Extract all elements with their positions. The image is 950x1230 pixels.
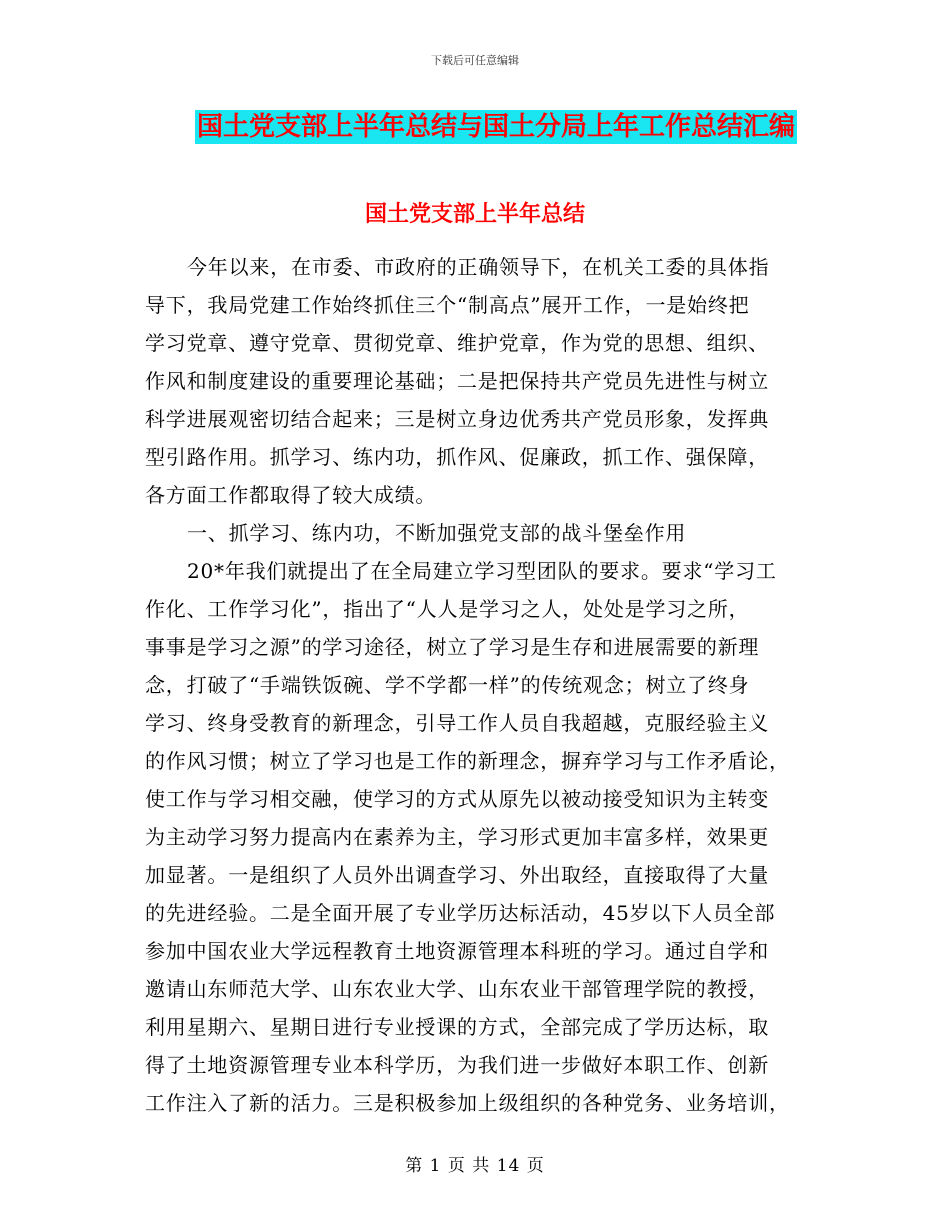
paragraph-line: 今年以来，在市委、市政府的正确领导下，在机关工委的具体指 [187, 255, 770, 279]
paragraph-line: 念，打破了“手端铁饭碗、学不学都一样”的传统观念；树立了终身 [145, 673, 750, 697]
paragraph-line: 得了土地资源管理专业本科学历，为我们进一步做好本职工作、创新 [145, 1053, 769, 1077]
document-title: 国土党支部上半年总结与国土分局上年工作总结汇编 [197, 112, 796, 142]
paragraph-line: 为主动学习努力提高内在素养为主，学习形式更加丰富多样，效果更 [145, 825, 769, 849]
paragraph-line: 工作注入了新的活力。三是积极参加上级组织的各种党务、业务培训， [145, 1091, 790, 1115]
section-heading-line: 一、抓学习、练内功，不断加强党支部的战斗堡垒作用 [187, 521, 687, 545]
paragraph-line: 参加中国农业大学远程教育土地资源管理本科班的学习。通过自学和 [145, 939, 769, 963]
body-text [145, 248, 815, 1122]
paragraph-line: 20*年我们就提出了在全局建立学习型团队的要求。要求“学习工 [187, 559, 777, 583]
paragraph-line: 学习党章、遵守党章、贯彻党章、维护党章，作为党的思想、组织、 [145, 331, 769, 355]
page-number: 第 1 页 共 14 页 [405, 1156, 545, 1176]
paragraph-line: 使工作与学习相交融，使学习的方式从原先以被动接受知识为主转变 [145, 787, 769, 811]
paragraph-line: 的作风习惯；树立了学习也是工作的新理念，摒弃学习与工作矛盾论， [145, 749, 790, 773]
section-title: 国土党支部上半年总结 [364, 202, 585, 227]
paragraph-line: 作化、工作学习化”，指出了“人人是学习之人，处处是学习之所， [145, 597, 750, 621]
paragraph-line: 学习、终身受教育的新理念，引导工作人员自我超越，克服经验主义 [145, 711, 769, 735]
paragraph-line: 科学进展观密切结合起来；三是树立身边优秀共产党员形象，发挥典 [145, 407, 769, 431]
paragraph-line: 事事是学习之源”的学习途径，树立了学习是生存和进展需要的新理 [145, 635, 760, 659]
paragraph-line: 导下，我局党建工作始终抓住三个“制高点”展开工作，一是始终把 [145, 293, 750, 317]
paragraph-line: 利用星期六、星期日进行专业授课的方式，全部完成了学历达标，取 [145, 1015, 769, 1039]
paragraph-line: 邀请山东师范大学、山东农业大学、山东农业干部管理学院的教授， [145, 977, 769, 1001]
paragraph-line: 型引路作用。抓学习、练内功，抓作风、促廉政，抓工作、强保障， [145, 445, 769, 469]
paragraph-line: 作风和制度建设的重要理论基础；二是把保持共产党员先进性与树立 [145, 369, 769, 393]
paragraph-line: 各方面工作都取得了较大成绩。 [145, 483, 437, 507]
paragraph-line: 的先进经验。二是全面开展了专业学历达标活动，45岁以下人员全部 [145, 901, 776, 925]
paragraph-line: 加显著。一是组织了人员外出调查学习、外出取经，直接取得了大量 [145, 863, 769, 887]
page-header-note: 下载后可任意编辑 [431, 54, 519, 67]
